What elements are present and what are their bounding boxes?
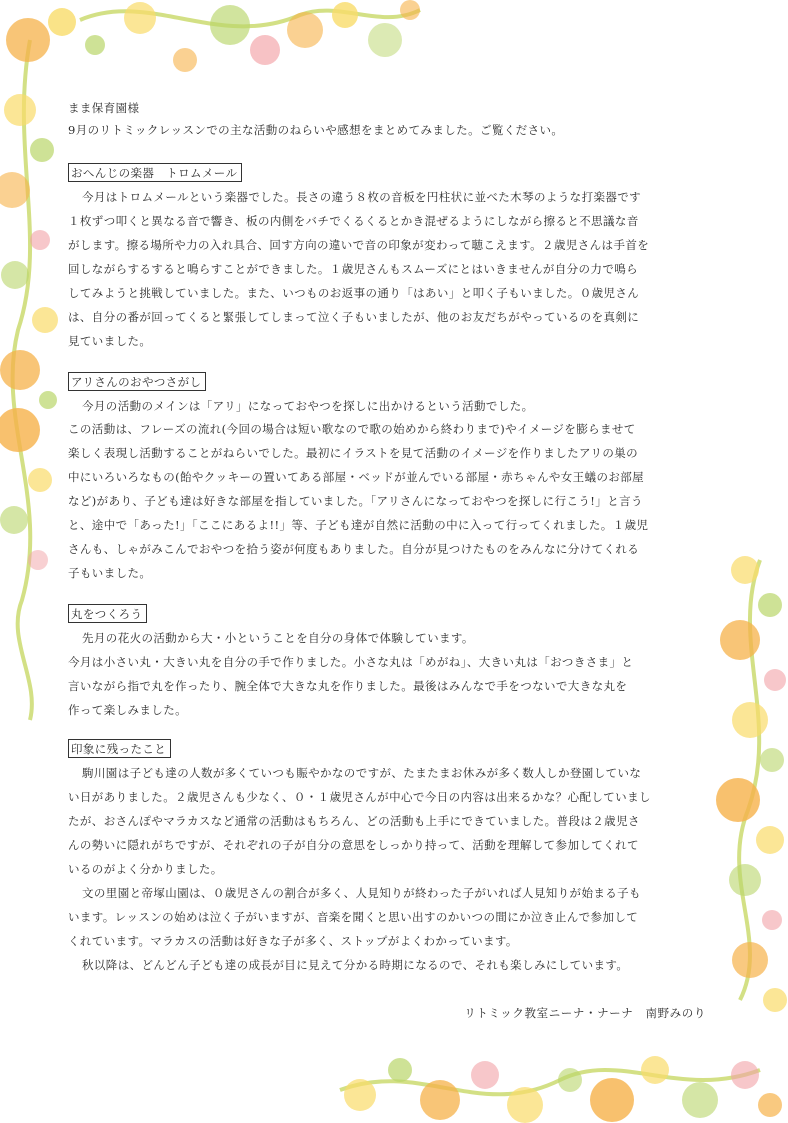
body-line: この活動は、フレーズの流れ(今回の場合は短い歌なので歌の始めから終わりまで)やイメージを膨らませて bbox=[68, 422, 636, 436]
flower-dot bbox=[716, 778, 760, 822]
body-line: 見ていました。 bbox=[68, 334, 152, 348]
flower-dot bbox=[388, 1058, 412, 1082]
flower-dot bbox=[731, 1061, 759, 1089]
flower-dot bbox=[30, 138, 54, 162]
flower-dot bbox=[420, 1080, 460, 1120]
body-line: 子もいました。 bbox=[68, 566, 152, 580]
body-line: 中にいろいろなもの(飴やクッキーの置いてある部屋・ベッドが並んでいる部屋・赤ちゃんや女王蟻のお部屋 bbox=[68, 470, 645, 484]
flower-dot bbox=[507, 1087, 543, 1123]
body-line: 文の里園と帝塚山園は、０歳児さんの割合が多く、人見知りが終わった子がいれば人見知りが始まる子も bbox=[82, 886, 641, 900]
flower-dot bbox=[0, 506, 28, 534]
flower-dot bbox=[287, 12, 323, 48]
flower-dot bbox=[210, 5, 250, 45]
salutation: まま保育園様 bbox=[68, 101, 140, 115]
flower-dot bbox=[590, 1078, 634, 1122]
flower-dot bbox=[732, 942, 768, 978]
flower-dot bbox=[332, 2, 358, 28]
body-line: さんも、しゃがみこんでおやつを拾う姿が何度もありました。自分が見つけたものをみんなに分けてくれる bbox=[68, 542, 640, 556]
flower-dot bbox=[732, 702, 768, 738]
flower-dot bbox=[85, 35, 105, 55]
flower-dot bbox=[641, 1056, 669, 1084]
body-line: います。レッスンの始めは泣く子がいますが、音楽を聞くと思い出すのかいつの間にか泣き止んで参加して bbox=[68, 910, 639, 924]
flower-dot bbox=[28, 550, 48, 570]
body-line: は、自分の番が回ってくると緊張してしまって泣く子もいましたが、他のお友だちがやっているのを真剣に bbox=[68, 310, 640, 324]
signature: リトミック教室ニーナ・ナーナ 南野みのり bbox=[464, 1006, 706, 1020]
flower-dot bbox=[4, 94, 36, 126]
body-line: 秋以降は、どんどん子ども達の成長が目に見えて分かる時期になるので、それも楽しみにしています。 bbox=[82, 958, 629, 972]
flower-dot bbox=[344, 1079, 376, 1111]
flower-dot bbox=[729, 864, 761, 896]
body-line: など)があり、子ども達は好きな部屋を指していました。「アリさんになっておやつを探しに行こう!」と言う bbox=[68, 494, 643, 508]
flower-dot bbox=[28, 468, 52, 492]
flower-dot bbox=[48, 8, 76, 36]
flower-dot bbox=[763, 988, 787, 1012]
body-line: と、途中で「あった!」「ここにあるよ!!」等、子ども達が自然に活動の中に入って行ってくれました。１歳児 bbox=[68, 518, 649, 532]
flower-dot bbox=[250, 35, 280, 65]
body-line: んの勢いに隠れがちですが、それぞれの子が自分の意思をしっかり持って、活動を理解して参加してくれて bbox=[68, 838, 639, 852]
body-line: １枚ずつ叩くと異なる音で響き、板の内側をバチでくるくるとかき混ぜるようにしながら擦ると不思議な音 bbox=[68, 214, 639, 228]
flower-dot bbox=[368, 23, 402, 57]
flower-dot bbox=[39, 391, 57, 409]
flower-dot bbox=[760, 748, 784, 772]
flower-dot bbox=[758, 1093, 782, 1117]
body-line: くれています。マラカスの活動は好きな子が多く、ストップがよくわかっています。 bbox=[68, 934, 518, 948]
section-heading-ari: アリさんのおやつさがし bbox=[68, 372, 206, 391]
flower-dot bbox=[762, 910, 782, 930]
flower-dot bbox=[764, 669, 786, 691]
flower-dot bbox=[758, 593, 782, 617]
flower-dot bbox=[720, 620, 760, 660]
body-line: い日がありました。２歳児さんも少なく、０・１歳児さんが中心で今日の内容は出来るかな？心配していまし bbox=[68, 790, 651, 804]
flower-dot bbox=[124, 2, 156, 34]
flower-dot bbox=[0, 408, 40, 452]
body-line: 楽しく表現し活動することがねらいでした。最初にイラストを見て活動のイメージを作りましたアリの巣の bbox=[68, 446, 639, 460]
body-line: 今月はトロムメールという楽器でした。長さの違う８枚の音板を円柱状に並べた木琴のような打楽器です bbox=[82, 190, 642, 204]
body-line: がします。擦る場所や力の入れ具合、回す方向の違いで音の印象が変わって聴こえます。２歳児さんは手首を bbox=[68, 238, 650, 252]
flower-dot bbox=[30, 230, 50, 250]
body-line: 今月は小さい丸・大きい丸を自分の手で作りました。小さな丸は「めがね」、大きい丸は「おつきさま」と bbox=[68, 655, 634, 669]
flower-dot bbox=[756, 826, 784, 854]
section-heading-maru: 丸をつくろう bbox=[68, 604, 147, 623]
body-line: 先月の花火の活動から大・小ということを自分の身体で体験しています。 bbox=[82, 631, 474, 645]
body-line: してみようと挑戦していました。また、いつものお返事の通り「はあい」と叩く子もいました。０歳児さん bbox=[68, 286, 640, 300]
flower-dot bbox=[32, 307, 58, 333]
body-line: たが、おさんぽやマラカスなど通常の活動はもちろん、どの活動も上手にできていました。普段は２歳児さ bbox=[68, 814, 640, 828]
body-line: 駒川園は子ども達の人数が多くていつも賑やかなのですが、たまたまお休みが多く数人しか登園していな bbox=[82, 766, 642, 780]
body-line: 回しながらするすると鳴らすことができました。１歳児さんもスムーズにとはいきませんが自分の力で鳴ら bbox=[68, 262, 639, 276]
section-heading-impression: 印象に残ったこと bbox=[68, 739, 171, 758]
flower-dot bbox=[471, 1061, 499, 1089]
body-line: 今月の活動のメインは「アリ」になっておやつを探しに出かけるという活動でした。 bbox=[82, 399, 534, 413]
flower-dot bbox=[682, 1082, 718, 1118]
intro-line: 9月のリトミックレッスンでの主な活動のねらいや感想をまとめてみました。ご覧ください。 bbox=[68, 123, 564, 137]
section-heading-tromomeru: おへんじの楽器 トロムメール bbox=[68, 163, 242, 182]
body-line: 言いながら指で丸を作ったり、腕全体で大きな丸を作りました。最後はみんなで手をつないで大きな丸を bbox=[68, 679, 628, 693]
body-line: 作って楽しみました。 bbox=[68, 703, 187, 717]
flower-dot bbox=[400, 0, 420, 20]
flower-dot bbox=[0, 350, 40, 390]
flower-dot bbox=[558, 1068, 582, 1092]
flower-dot bbox=[173, 48, 197, 72]
body-line: いるのがよく分かりました。 bbox=[68, 862, 223, 876]
flower-dot bbox=[1, 261, 29, 289]
flower-dot bbox=[6, 18, 50, 62]
flower-dot bbox=[731, 556, 759, 584]
